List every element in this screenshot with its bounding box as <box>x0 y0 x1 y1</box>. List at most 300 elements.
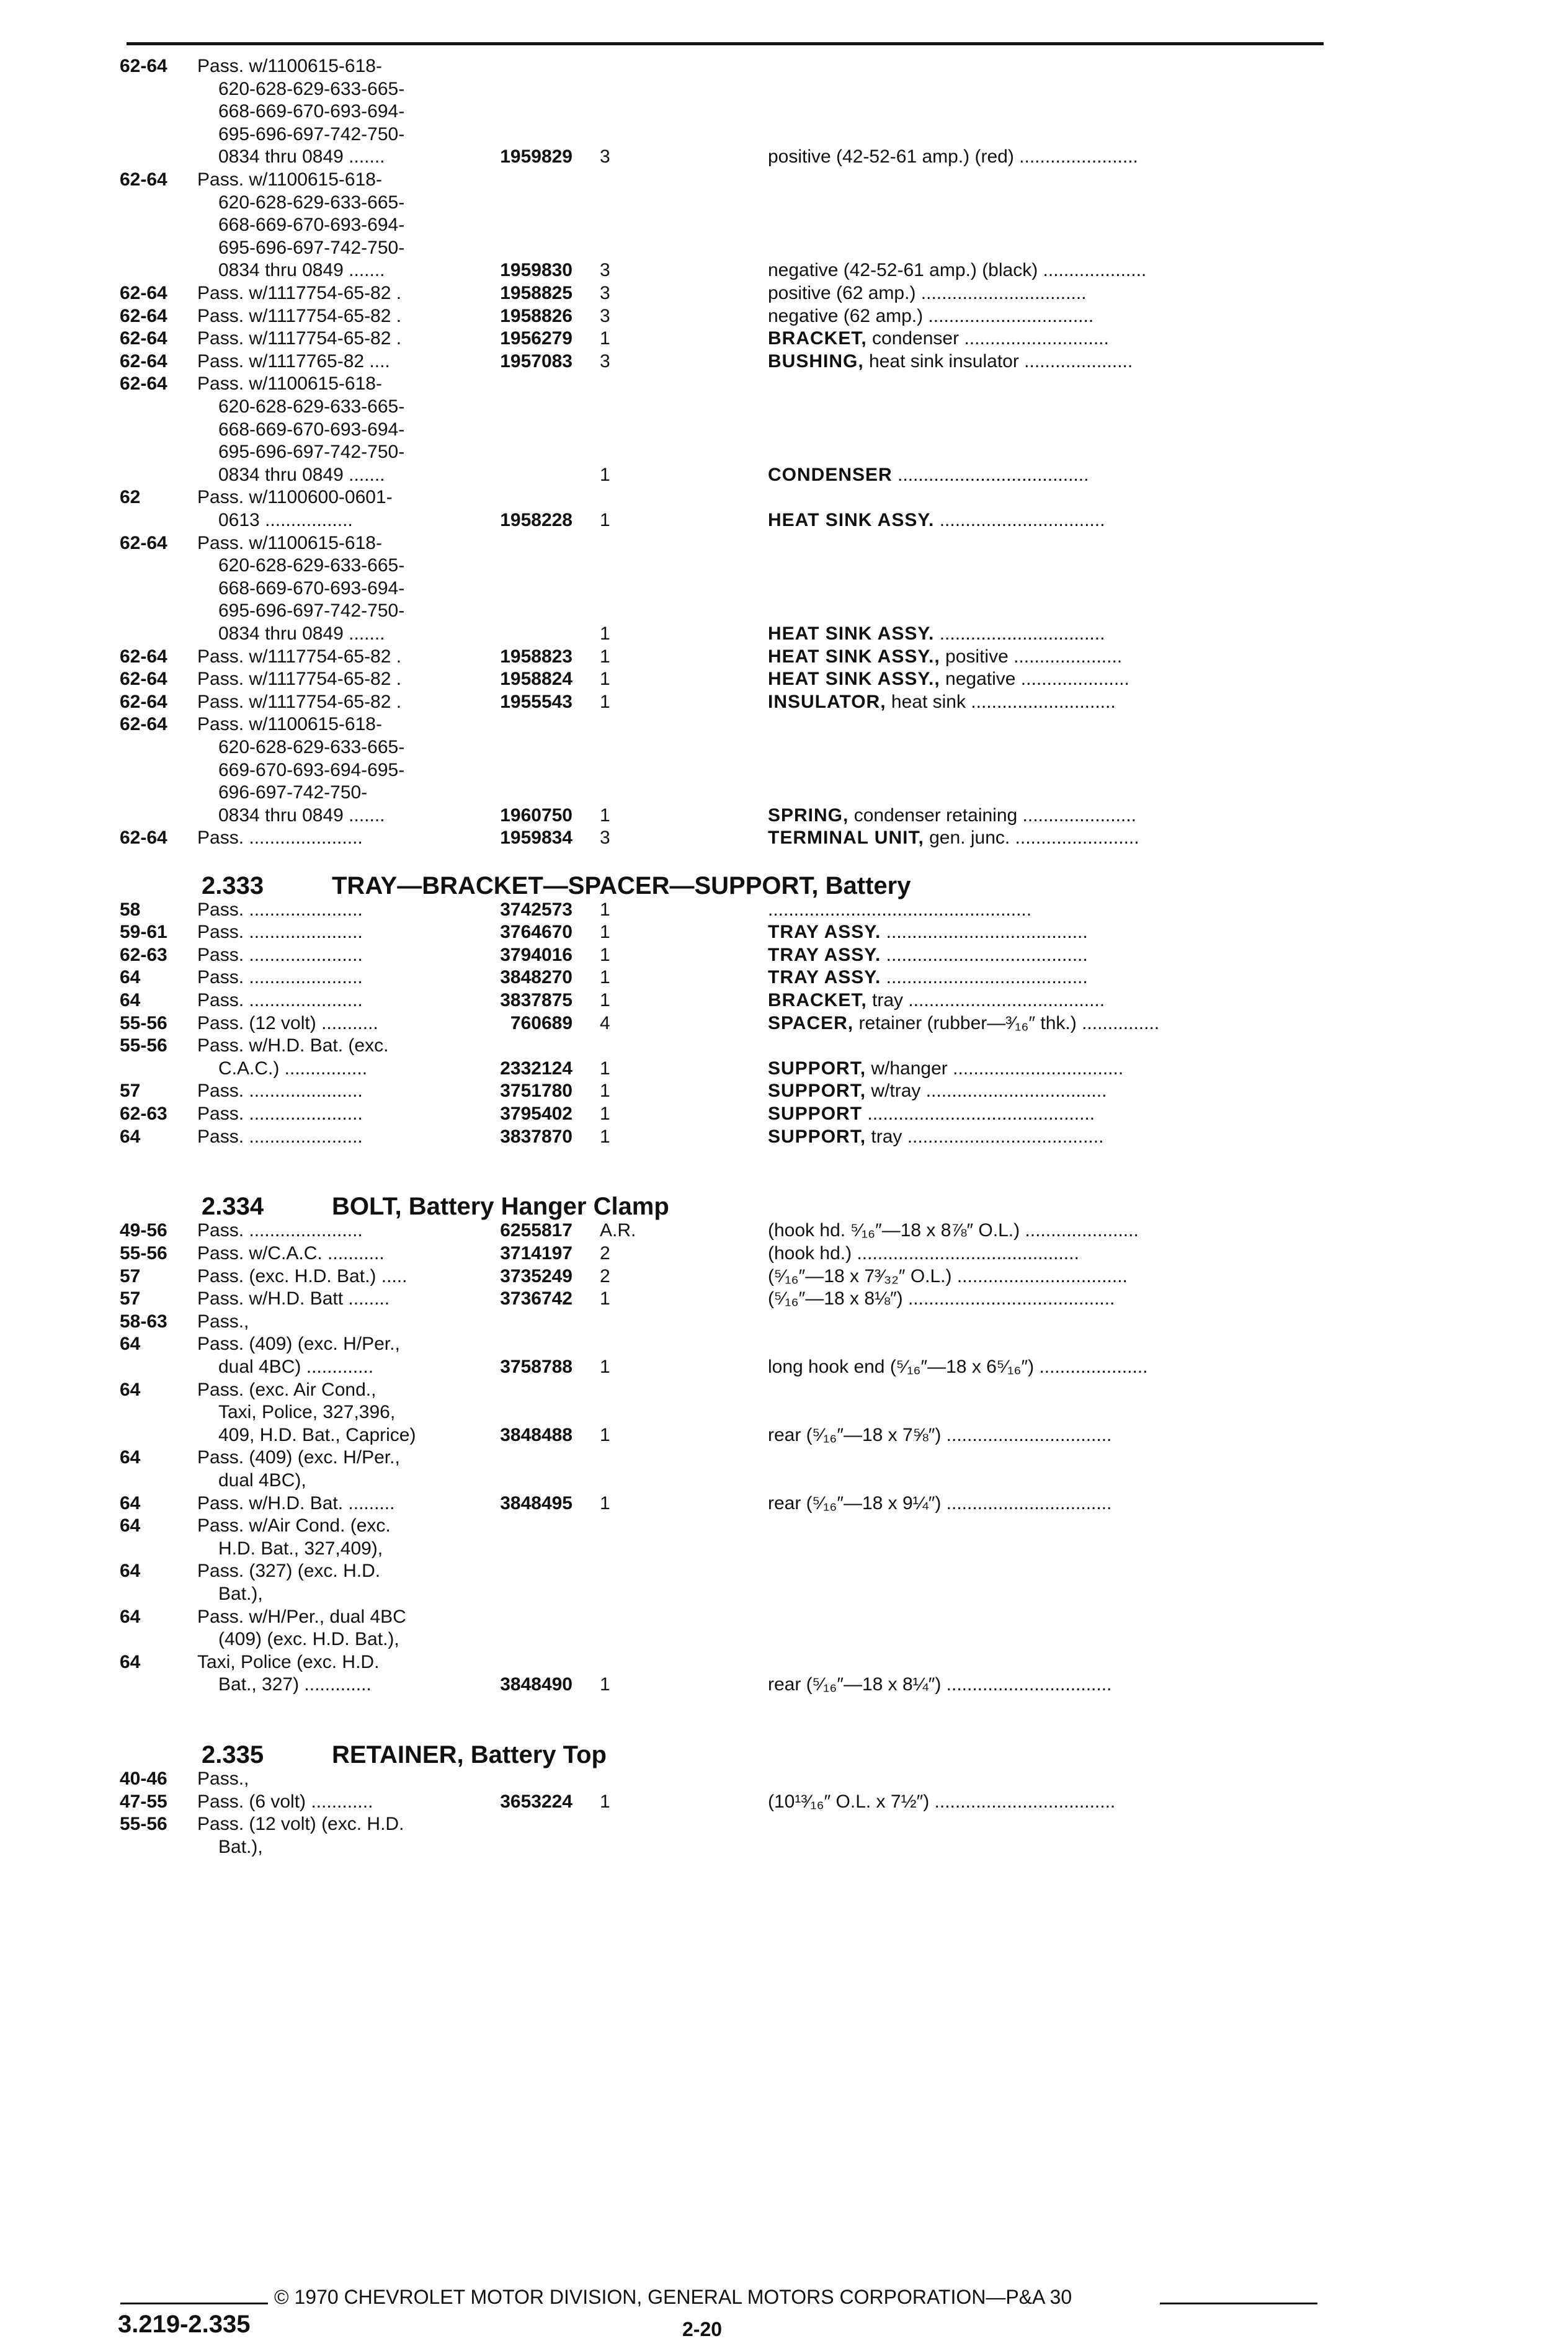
part-name-detail: ....................................... <box>881 922 1088 943</box>
part-number: 760689 <box>510 1012 572 1033</box>
catalog-row <box>0 1378 1568 1402</box>
part-number: 2332124 <box>500 1058 572 1079</box>
model-years: 62-64 <box>120 827 167 849</box>
section-number: 2.335 <box>202 1741 264 1769</box>
part-name-detail: w/tray ................................... <box>866 1081 1107 1102</box>
catalog-row <box>0 123 1568 146</box>
model-years: 62-64 <box>120 373 167 395</box>
part-name-keyword: TRAY ASSY. <box>768 922 881 943</box>
part-name <box>768 804 1322 827</box>
part-name-keyword: SPACER, <box>768 1012 854 1033</box>
quantity: 3 <box>600 305 610 326</box>
catalog-row <box>0 282 1568 305</box>
catalog-row <box>0 1469 1568 1492</box>
model-years: 64 <box>120 990 141 1010</box>
quantity: 1 <box>600 1126 610 1147</box>
footer-rule-left <box>120 2303 268 2304</box>
application-text: 668-669-670-693-694- <box>218 215 405 236</box>
application-text: Taxi, Police, 327,396, <box>218 1402 396 1423</box>
model-years: 64 <box>120 967 141 988</box>
part-name-detail: ................................ <box>934 510 1105 530</box>
model-years: 58-63 <box>120 1311 167 1332</box>
catalog-row <box>0 55 1568 78</box>
footer-copyright: © 1970 CHEVROLET MOTOR DIVISION, GENERAL MOTORS CORPORATION—P&A 30 <box>274 2286 1072 2308</box>
part-name-detail: ....................................... <box>881 967 1088 988</box>
part-name <box>768 966 1322 989</box>
application-text: C.A.C.) ................ <box>218 1058 368 1079</box>
part-name-keyword: SUPPORT, <box>768 1058 866 1079</box>
application-text: 409, H.D. Bat., Caprice) <box>218 1424 416 1445</box>
application-text: 668-669-670-693-694- <box>218 419 405 440</box>
part-name-detail: heat sink ............................ <box>886 691 1116 712</box>
section-heading <box>202 1190 1380 1223</box>
application-text: Pass. ...................... <box>197 1220 363 1241</box>
application-text: Pass. w/1117754-65-82 . <box>197 328 402 349</box>
quantity: 1 <box>600 1081 610 1102</box>
part-name <box>768 1355 1322 1379</box>
application-text: Pass. w/H.D. Batt ........ <box>197 1288 390 1309</box>
quantity: 1 <box>600 623 610 644</box>
part-name-detail: positive (62 amp.) ................................ <box>768 283 1087 303</box>
part-number: 3751780 <box>500 1081 572 1102</box>
catalog-row <box>0 622 1568 646</box>
part-name <box>768 1012 1322 1035</box>
application-text: Pass. (exc. Air Cond., <box>197 1379 376 1400</box>
catalog-row <box>0 168 1568 192</box>
part-name-detail: w/hanger ................................. <box>866 1058 1124 1079</box>
part-name <box>768 350 1322 373</box>
part-name <box>768 989 1322 1012</box>
part-name-detail: rear (⁵⁄₁₆″—18 x 7⅝″) ................................ <box>768 1424 1112 1445</box>
model-years: 62-64 <box>120 669 167 690</box>
catalog-row <box>0 1424 1568 1447</box>
application-text: 695-696-697-742-750- <box>218 600 405 622</box>
model-years: 64 <box>120 1492 141 1514</box>
application-text: Pass. ...................... <box>197 990 363 1010</box>
catalog-row <box>0 1514 1568 1538</box>
application-text: Pass. (12 volt) ........... <box>197 1012 378 1033</box>
catalog-row <box>0 781 1568 805</box>
part-name-keyword: BRACKET, <box>768 328 867 349</box>
model-years: 59-61 <box>120 922 167 943</box>
catalog-row <box>0 1492 1568 1515</box>
catalog-row <box>0 690 1568 714</box>
catalog-row <box>0 1605 1568 1629</box>
application-text: 0834 thru 0849 ....... <box>218 805 385 826</box>
part-name-detail: positive (42-52-61 amp.) (red) ....................... <box>768 146 1138 167</box>
part-name-keyword: SUPPORT <box>768 1104 863 1124</box>
part-name <box>768 509 1322 532</box>
catalog-row <box>0 989 1568 1012</box>
section-number: 2.334 <box>202 1193 264 1221</box>
model-years: 58 <box>120 899 141 920</box>
quantity: 3 <box>600 260 610 281</box>
catalog-row <box>0 1559 1568 1583</box>
application-text: 620-628-629-633-665- <box>218 78 405 99</box>
model-years: 57 <box>120 1081 141 1102</box>
model-years: 62-64 <box>120 350 167 372</box>
part-name-detail: condenser retaining ...................... <box>849 805 1136 826</box>
quantity: A.R. <box>600 1220 636 1241</box>
part-number: 3795402 <box>500 1104 572 1124</box>
part-name-keyword: HEAT SINK ASSY. <box>768 510 935 530</box>
part-name <box>768 1265 1322 1288</box>
catalog-row <box>0 486 1568 509</box>
application-text: Pass., <box>197 1311 249 1332</box>
application-text: dual 4BC), <box>218 1470 306 1491</box>
part-number: 3837870 <box>500 1126 572 1147</box>
catalog-row <box>0 1401 1568 1424</box>
catalog-row <box>0 577 1568 600</box>
catalog-row <box>0 921 1568 944</box>
quantity: 1 <box>600 805 610 826</box>
quantity: 1 <box>600 1791 610 1812</box>
catalog-row <box>0 463 1568 487</box>
application-text: Pass. ...................... <box>197 944 363 965</box>
part-name-detail: rear (⁵⁄₁₆″—18 x 8¼″) ................................ <box>768 1674 1112 1695</box>
catalog-row <box>0 191 1568 215</box>
part-name-detail: tray ...................................... <box>866 990 1105 1010</box>
catalog-row <box>0 1673 1568 1697</box>
part-name-keyword: HEAT SINK ASSY. <box>768 623 935 644</box>
application-text: 620-628-629-633-665- <box>218 555 405 576</box>
model-years: 62-64 <box>120 646 167 667</box>
part-name-detail: positive ..................... <box>940 646 1123 667</box>
part-number: 3837875 <box>500 990 572 1010</box>
application-text: Pass. w/1117754-65-82 . <box>197 691 402 712</box>
model-years: 55-56 <box>120 1243 167 1264</box>
part-name-keyword: SPRING, <box>768 805 849 826</box>
application-text: Pass. w/1117754-65-82 . <box>197 669 402 690</box>
quantity: 1 <box>600 1674 610 1695</box>
part-number: 3848488 <box>500 1424 572 1445</box>
part-number: 3736742 <box>500 1288 572 1309</box>
catalog-row <box>0 395 1568 419</box>
catalog-row <box>0 1242 1568 1265</box>
application-text: 695-696-697-742-750- <box>218 237 405 258</box>
application-text: 0834 thru 0849 ....... <box>218 146 385 167</box>
catalog-row <box>0 1767 1568 1791</box>
part-name-detail: (⁵⁄₁₆″—18 x 8⅛″) ........................................ <box>768 1288 1115 1309</box>
catalog-row <box>0 1835 1568 1859</box>
catalog-row <box>0 532 1568 555</box>
part-number: 3764670 <box>500 922 572 943</box>
part-name-keyword: TRAY ASSY. <box>768 967 881 988</box>
part-name <box>768 1287 1322 1311</box>
model-years: 49-56 <box>120 1220 167 1241</box>
catalog-row <box>0 78 1568 101</box>
application-text: Pass. w/1100600-0601- <box>197 487 393 508</box>
application-text: Pass. ...................... <box>197 967 363 988</box>
application-text: Pass. w/1117765-82 .... <box>197 350 390 372</box>
catalog-row <box>0 1332 1568 1356</box>
application-text: Pass. w/H.D. Bat. ......... <box>197 1492 395 1514</box>
catalog-row <box>0 804 1568 827</box>
model-years: 64 <box>120 1561 141 1582</box>
part-number: 3848495 <box>500 1492 572 1514</box>
model-years: 62-64 <box>120 328 167 349</box>
model-years: 62-64 <box>120 283 167 303</box>
model-years: 64 <box>120 1379 141 1400</box>
part-name-detail: ....................................... <box>881 944 1088 965</box>
catalog-row <box>0 645 1568 669</box>
section-title: RETAINER, Battery Top <box>332 1741 607 1769</box>
part-name-detail: condenser ............................ <box>866 328 1109 349</box>
catalog-row <box>0 713 1568 736</box>
model-years: 64 <box>120 1515 141 1536</box>
part-name-keyword: BUSHING, <box>768 350 864 372</box>
part-name-detail: long hook end (⁵⁄₁₆″—18 x 6⁵⁄₁₆″) ..................... <box>768 1357 1148 1377</box>
part-name <box>768 327 1322 350</box>
catalog-row <box>0 1265 1568 1288</box>
model-years: 40-46 <box>120 1768 167 1790</box>
catalog-row <box>0 259 1568 282</box>
section-title: TRAY—BRACKET—SPACER—SUPPORT, Battery <box>332 872 911 899</box>
part-name-keyword: SUPPORT, <box>768 1081 866 1102</box>
quantity: 1 <box>600 669 610 690</box>
application-text: Pass. w/1100615-618- <box>197 714 382 735</box>
part-number: 6255817 <box>500 1220 572 1241</box>
application-text: 696-697-742-750- <box>218 782 368 803</box>
model-years: 62-64 <box>120 532 167 553</box>
application-text: 669-670-693-694-695- <box>218 759 405 780</box>
part-name-detail: ............................................ <box>862 1104 1095 1124</box>
catalog-row <box>0 372 1568 396</box>
application-text: Pass. w/1100615-618- <box>197 56 382 76</box>
model-years: 57 <box>120 1265 141 1286</box>
part-name <box>768 1673 1322 1697</box>
quantity: 4 <box>600 1012 610 1033</box>
application-text: Pass. ...................... <box>197 922 363 943</box>
model-years: 62-64 <box>120 169 167 190</box>
application-text: Pass. w/1100615-618- <box>197 373 382 395</box>
application-text: H.D. Bat., 327,409), <box>218 1538 383 1559</box>
catalog-row <box>0 943 1568 967</box>
application-text: Pass. (409) (exc. H/Per., <box>197 1447 400 1468</box>
part-number: 1957083 <box>500 350 572 372</box>
application-text: 0613 ................. <box>218 510 353 530</box>
model-years: 62 <box>120 487 141 508</box>
catalog-row <box>0 1790 1568 1814</box>
part-name <box>768 305 1322 328</box>
part-name-detail: (hook hd.) ........................................... <box>768 1243 1079 1264</box>
section-heading <box>202 1739 1380 1771</box>
application-text: Pass. (409) (exc. H/Per., <box>197 1334 400 1355</box>
application-text: Pass. w/H.D. Bat. (exc. <box>197 1035 389 1056</box>
model-years: 55-56 <box>120 1012 167 1033</box>
quantity: 1 <box>600 1058 610 1079</box>
part-name <box>768 1790 1322 1814</box>
part-name <box>768 826 1322 850</box>
catalog-row <box>0 554 1568 577</box>
part-name <box>768 921 1322 944</box>
quantity: 3 <box>600 827 610 849</box>
part-name <box>768 1424 1322 1447</box>
model-years: 62-63 <box>120 1104 167 1124</box>
part-name <box>768 1079 1322 1103</box>
part-name-detail: ..................................... <box>892 464 1089 485</box>
catalog-row <box>0 145 1568 169</box>
catalog-row <box>0 100 1568 123</box>
part-name <box>768 259 1322 282</box>
part-name <box>768 1242 1322 1265</box>
catalog-row <box>0 1125 1568 1149</box>
model-years: 62-64 <box>120 305 167 326</box>
application-text: Pass. w/1117754-65-82 . <box>197 646 402 667</box>
part-number: 1958825 <box>500 283 572 303</box>
catalog-row <box>0 350 1568 373</box>
application-text: 620-628-629-633-665- <box>218 737 405 757</box>
quantity: 1 <box>600 1492 610 1514</box>
quantity: 1 <box>600 990 610 1010</box>
part-number: 3653224 <box>500 1791 572 1812</box>
quantity: 1 <box>600 510 610 530</box>
application-text: 0834 thru 0849 ....... <box>218 464 385 485</box>
catalog-row <box>0 1582 1568 1606</box>
application-text: Pass. (12 volt) (exc. H.D. <box>197 1814 404 1835</box>
application-text: Pass. w/1100615-618- <box>197 532 382 553</box>
model-years: 64 <box>120 1334 141 1355</box>
catalog-row <box>0 1079 1568 1103</box>
part-name <box>768 145 1322 169</box>
quantity: 3 <box>600 146 610 167</box>
model-years: 62-64 <box>120 56 167 76</box>
application-text: 695-696-697-742-750- <box>218 123 405 145</box>
catalog-row <box>0 1287 1568 1311</box>
application-text: Pass., <box>197 1768 249 1790</box>
catalog-row <box>0 1034 1568 1058</box>
catalog-row <box>0 736 1568 759</box>
part-name-detail: negative ..................... <box>940 669 1129 690</box>
part-name-detail: (10¹³⁄₁₆″ O.L. x 7½″) ................................... <box>768 1791 1116 1812</box>
application-text: Pass. w/1117754-65-82 . <box>197 305 402 326</box>
top-rule <box>127 42 1324 45</box>
part-name <box>768 943 1322 967</box>
catalog-row <box>0 966 1568 989</box>
part-name <box>768 1102 1322 1126</box>
part-number: 3714197 <box>500 1243 572 1264</box>
part-name-detail: ................................................... <box>768 899 1032 920</box>
catalog-row <box>0 509 1568 532</box>
model-years: 64 <box>120 1126 141 1147</box>
part-name-detail: (⁵⁄₁₆″—18 x 7³⁄₃₂″ O.L.) ................................. <box>768 1265 1128 1286</box>
part-name-detail: negative (62 amp.) ................................ <box>768 305 1094 326</box>
application-text: Bat., 327) ............. <box>218 1674 372 1695</box>
part-name <box>768 463 1322 487</box>
catalog-row <box>0 1057 1568 1081</box>
application-text: 0834 thru 0849 ....... <box>218 623 385 644</box>
application-text: Pass. w/H/Per., dual 4BC <box>197 1606 406 1627</box>
part-name-detail: ................................ <box>934 623 1105 644</box>
part-name-detail: rear (⁵⁄₁₆″—18 x 9¼″) ................................ <box>768 1492 1112 1514</box>
application-text: Pass. ...................... <box>197 1126 363 1147</box>
quantity: 1 <box>600 899 610 920</box>
page-number: 2-20 <box>682 2318 723 2340</box>
part-number: 1959830 <box>500 260 572 281</box>
part-name-keyword: CONDENSER <box>768 464 893 485</box>
quantity: 1 <box>600 922 610 943</box>
catalog-row <box>0 898 1568 922</box>
section-number: 2.333 <box>202 872 264 899</box>
part-number: 3758788 <box>500 1357 572 1377</box>
model-years: 55-56 <box>120 1814 167 1835</box>
catalog-row <box>0 1219 1568 1242</box>
part-name <box>768 690 1322 714</box>
catalog-row <box>0 1628 1568 1651</box>
application-text: 695-696-697-742-750- <box>218 442 405 463</box>
application-text: 620-628-629-633-665- <box>218 192 405 213</box>
catalog-row <box>0 1446 1568 1469</box>
part-number: 3848270 <box>500 967 572 988</box>
part-name <box>768 1125 1322 1149</box>
part-name <box>768 1492 1322 1515</box>
catalog-row <box>0 1310 1568 1334</box>
part-name-keyword: HEAT SINK ASSY., <box>768 669 940 690</box>
part-number: 1958826 <box>500 305 572 326</box>
part-number: 1960750 <box>500 805 572 826</box>
part-name-detail: (hook hd. ⁵⁄₁₆″—18 x 8⅞″ O.L.) ...................... <box>768 1220 1139 1241</box>
application-text: Pass. w/C.A.C. ........... <box>197 1243 385 1264</box>
application-text: 668-669-670-693-694- <box>218 577 405 599</box>
application-text: Taxi, Police (exc. H.D. <box>197 1651 380 1672</box>
catalog-row <box>0 213 1568 237</box>
catalog-row <box>0 1102 1568 1126</box>
part-name <box>768 645 1322 669</box>
catalog-row <box>0 440 1568 464</box>
footer-section-range: 3.219-2.335 <box>118 2311 251 2338</box>
application-text: 668-669-670-693-694- <box>218 101 405 122</box>
quantity: 1 <box>600 1424 610 1445</box>
part-name <box>768 1219 1322 1242</box>
application-text: Pass. (6 volt) ............ <box>197 1791 373 1812</box>
model-years: 64 <box>120 1447 141 1468</box>
part-number: 1956279 <box>500 328 572 349</box>
model-years: 57 <box>120 1288 141 1309</box>
application-text: Pass. w/1117754-65-82 . <box>197 283 402 303</box>
part-name <box>768 622 1322 646</box>
catalog-row <box>0 826 1568 850</box>
quantity: 1 <box>600 691 610 712</box>
footer-rule-right <box>1160 2303 1317 2304</box>
model-years: 47-55 <box>120 1791 167 1812</box>
quantity: 1 <box>600 464 610 485</box>
quantity: 1 <box>600 1357 610 1377</box>
model-years: 55-56 <box>120 1035 167 1056</box>
quantity: 1 <box>600 646 610 667</box>
application-text: 0834 thru 0849 ....... <box>218 260 385 281</box>
catalog-row <box>0 759 1568 782</box>
application-text: (409) (exc. H.D. Bat.), <box>218 1629 399 1650</box>
catalog-row <box>0 1651 1568 1674</box>
application-text: Pass. w/Air Cond. (exc. <box>197 1515 391 1536</box>
part-number: 3794016 <box>500 944 572 965</box>
application-text: Pass. ...................... <box>197 899 363 920</box>
model-years: 62-64 <box>120 691 167 712</box>
application-text: Pass. ...................... <box>197 1081 363 1102</box>
quantity: 3 <box>600 350 610 372</box>
application-text: Pass. (exc. H.D. Bat.) ..... <box>197 1265 408 1286</box>
application-text: Pass. w/1100615-618- <box>197 169 382 190</box>
part-number: 1958228 <box>500 510 572 530</box>
catalog-row <box>0 327 1568 350</box>
part-name-keyword: TERMINAL UNIT, <box>768 827 924 849</box>
model-years: 64 <box>120 1651 141 1672</box>
part-number: 1959829 <box>500 146 572 167</box>
application-text: 620-628-629-633-665- <box>218 396 405 417</box>
model-years: 62-64 <box>120 714 167 735</box>
quantity: 1 <box>600 1288 610 1309</box>
part-name-detail: negative (42-52-61 amp.) (black) .................... <box>768 260 1147 281</box>
